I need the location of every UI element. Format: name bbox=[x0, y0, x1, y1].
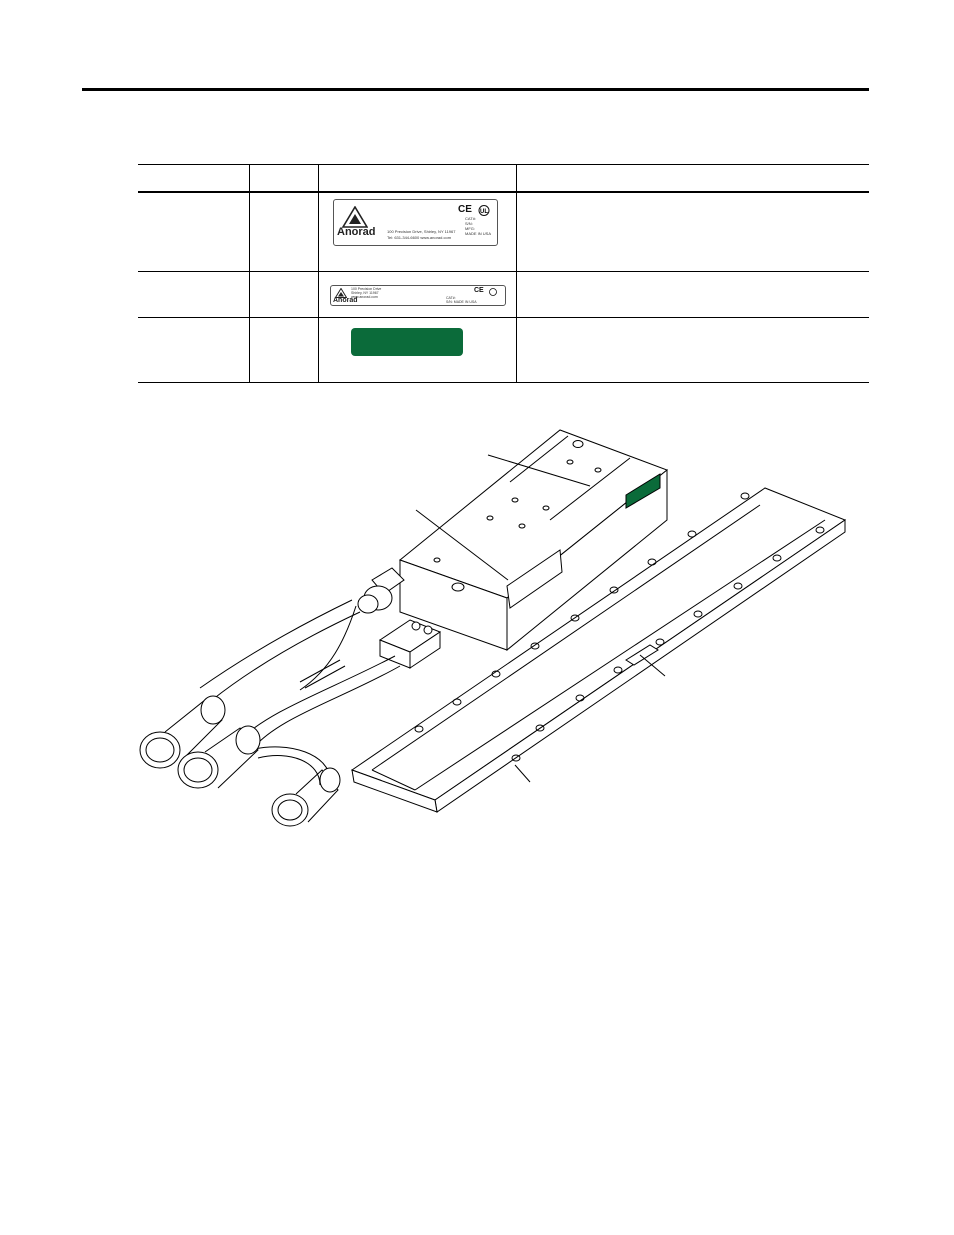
phone-text: Tel: 631-344-6600 www.anorad.com bbox=[387, 235, 452, 240]
address-text: www.anorad.com bbox=[351, 295, 378, 299]
brand-name: Anorad bbox=[337, 226, 376, 238]
linear-motor-drawing bbox=[120, 420, 860, 840]
column-divider bbox=[516, 164, 517, 383]
ul-mark-icon bbox=[477, 205, 491, 216]
motor-label-image bbox=[333, 199, 498, 246]
spec-line: MADE IN USA bbox=[465, 231, 492, 236]
ce-mark: CE bbox=[458, 204, 472, 215]
ul-mark-icon bbox=[488, 288, 498, 296]
table-header-border bbox=[138, 191, 869, 193]
spec-line: CAT#: bbox=[465, 216, 477, 221]
table-bottom-border bbox=[138, 382, 869, 383]
magnet-track-label-image bbox=[330, 285, 506, 306]
hall-connector bbox=[272, 768, 340, 826]
column-divider bbox=[318, 164, 319, 383]
cable-gland bbox=[358, 568, 404, 613]
spec-line: CAT#: bbox=[446, 296, 456, 300]
spec-line: S/N: bbox=[465, 221, 473, 226]
spec-line: S/N: MADE IN USA bbox=[446, 300, 477, 304]
table-row-border bbox=[138, 317, 869, 318]
address-text: 100 Precision Drive bbox=[351, 287, 382, 291]
table-top-border bbox=[138, 164, 869, 165]
header-rule bbox=[82, 88, 869, 91]
column-divider bbox=[249, 164, 250, 383]
svg-text:UL: UL bbox=[480, 209, 488, 215]
address-text: Shirley, NY 11967 bbox=[351, 291, 379, 295]
ce-mark: CE bbox=[474, 287, 484, 294]
feedback-connector bbox=[178, 726, 260, 788]
address-text: 100 Precision Drive, Shirley, NY 11967 bbox=[387, 229, 456, 234]
table-row-border bbox=[138, 271, 869, 272]
brand-name: Anorad bbox=[333, 297, 358, 304]
anorad-logo-icon bbox=[342, 206, 368, 228]
green-compliance-label-image bbox=[351, 328, 463, 356]
spec-line: MFG: bbox=[465, 226, 475, 231]
sensor-connector-block bbox=[380, 620, 440, 668]
